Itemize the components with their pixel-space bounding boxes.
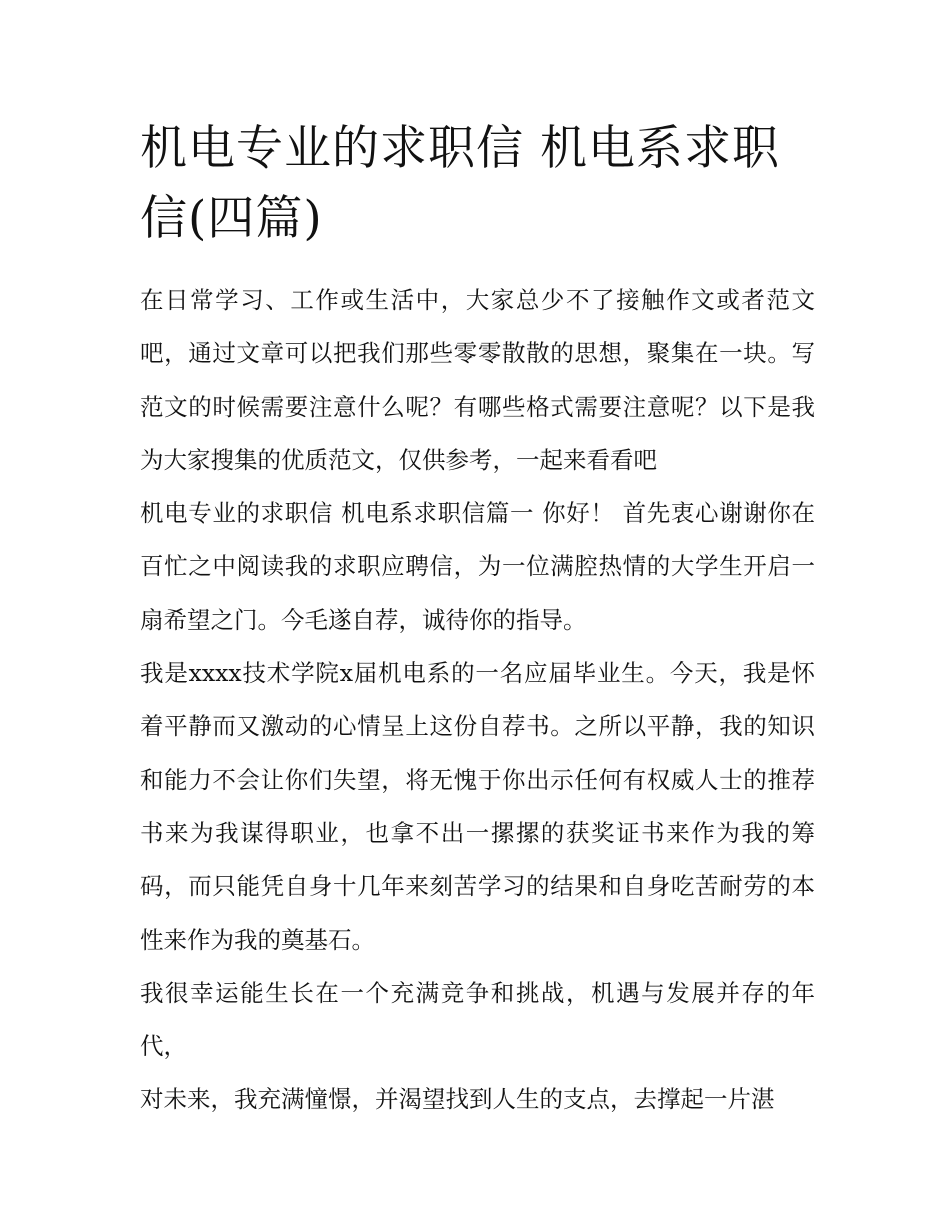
letter-opening-paragraph: 机电专业的求职信 机电系求职信篇一 你好！ 首先衷心谢谢你在百忙之中阅读我的求职应聘信，为一位满腔热情的大学生开启一扇希望之门。今毛遂自荐，诚待你的指导。 [140, 499, 815, 634]
document-title: 机电专业的求职信 机电系求职信(四篇) [140, 121, 780, 246]
future-paragraph: 对未来，我充满憧憬，并渴望找到人生的支点，去撑起一片湛 [140, 1085, 775, 1114]
document-body [140, 274, 815, 1127]
self-introduction-paragraph: 我是xxxx技术学院x届机电系的一名应届毕业生。今天，我是怀着平静而又激动的心情呈上这份自荐书。之所以平静，我的知识和能力不会让你们失望，将无愧于你出示任何有权威人士的推荐书来为我谋得职业，也拿不出一摞摞的获奖证书来作为我的筹码，而只能凭自身十几年来刻苦学习的结果和自身吃苦耐劳的本性来作为我的奠基石。 [140, 659, 815, 954]
era-paragraph: 我很幸运能生长在一个充满竞争和挑战，机遇与发展并存的年代， [140, 978, 815, 1061]
intro-paragraph: 在日常学习、工作或生活中，大家总少不了接触作文或者范文吧，通过文章可以把我们那些零零散散的思想，聚集在一块。写范文的时候需要注意什么呢？有哪些格式需要注意呢？以下是我为大家搜集的优质范文，仅供参考，一起来看看吧 [140, 286, 815, 474]
